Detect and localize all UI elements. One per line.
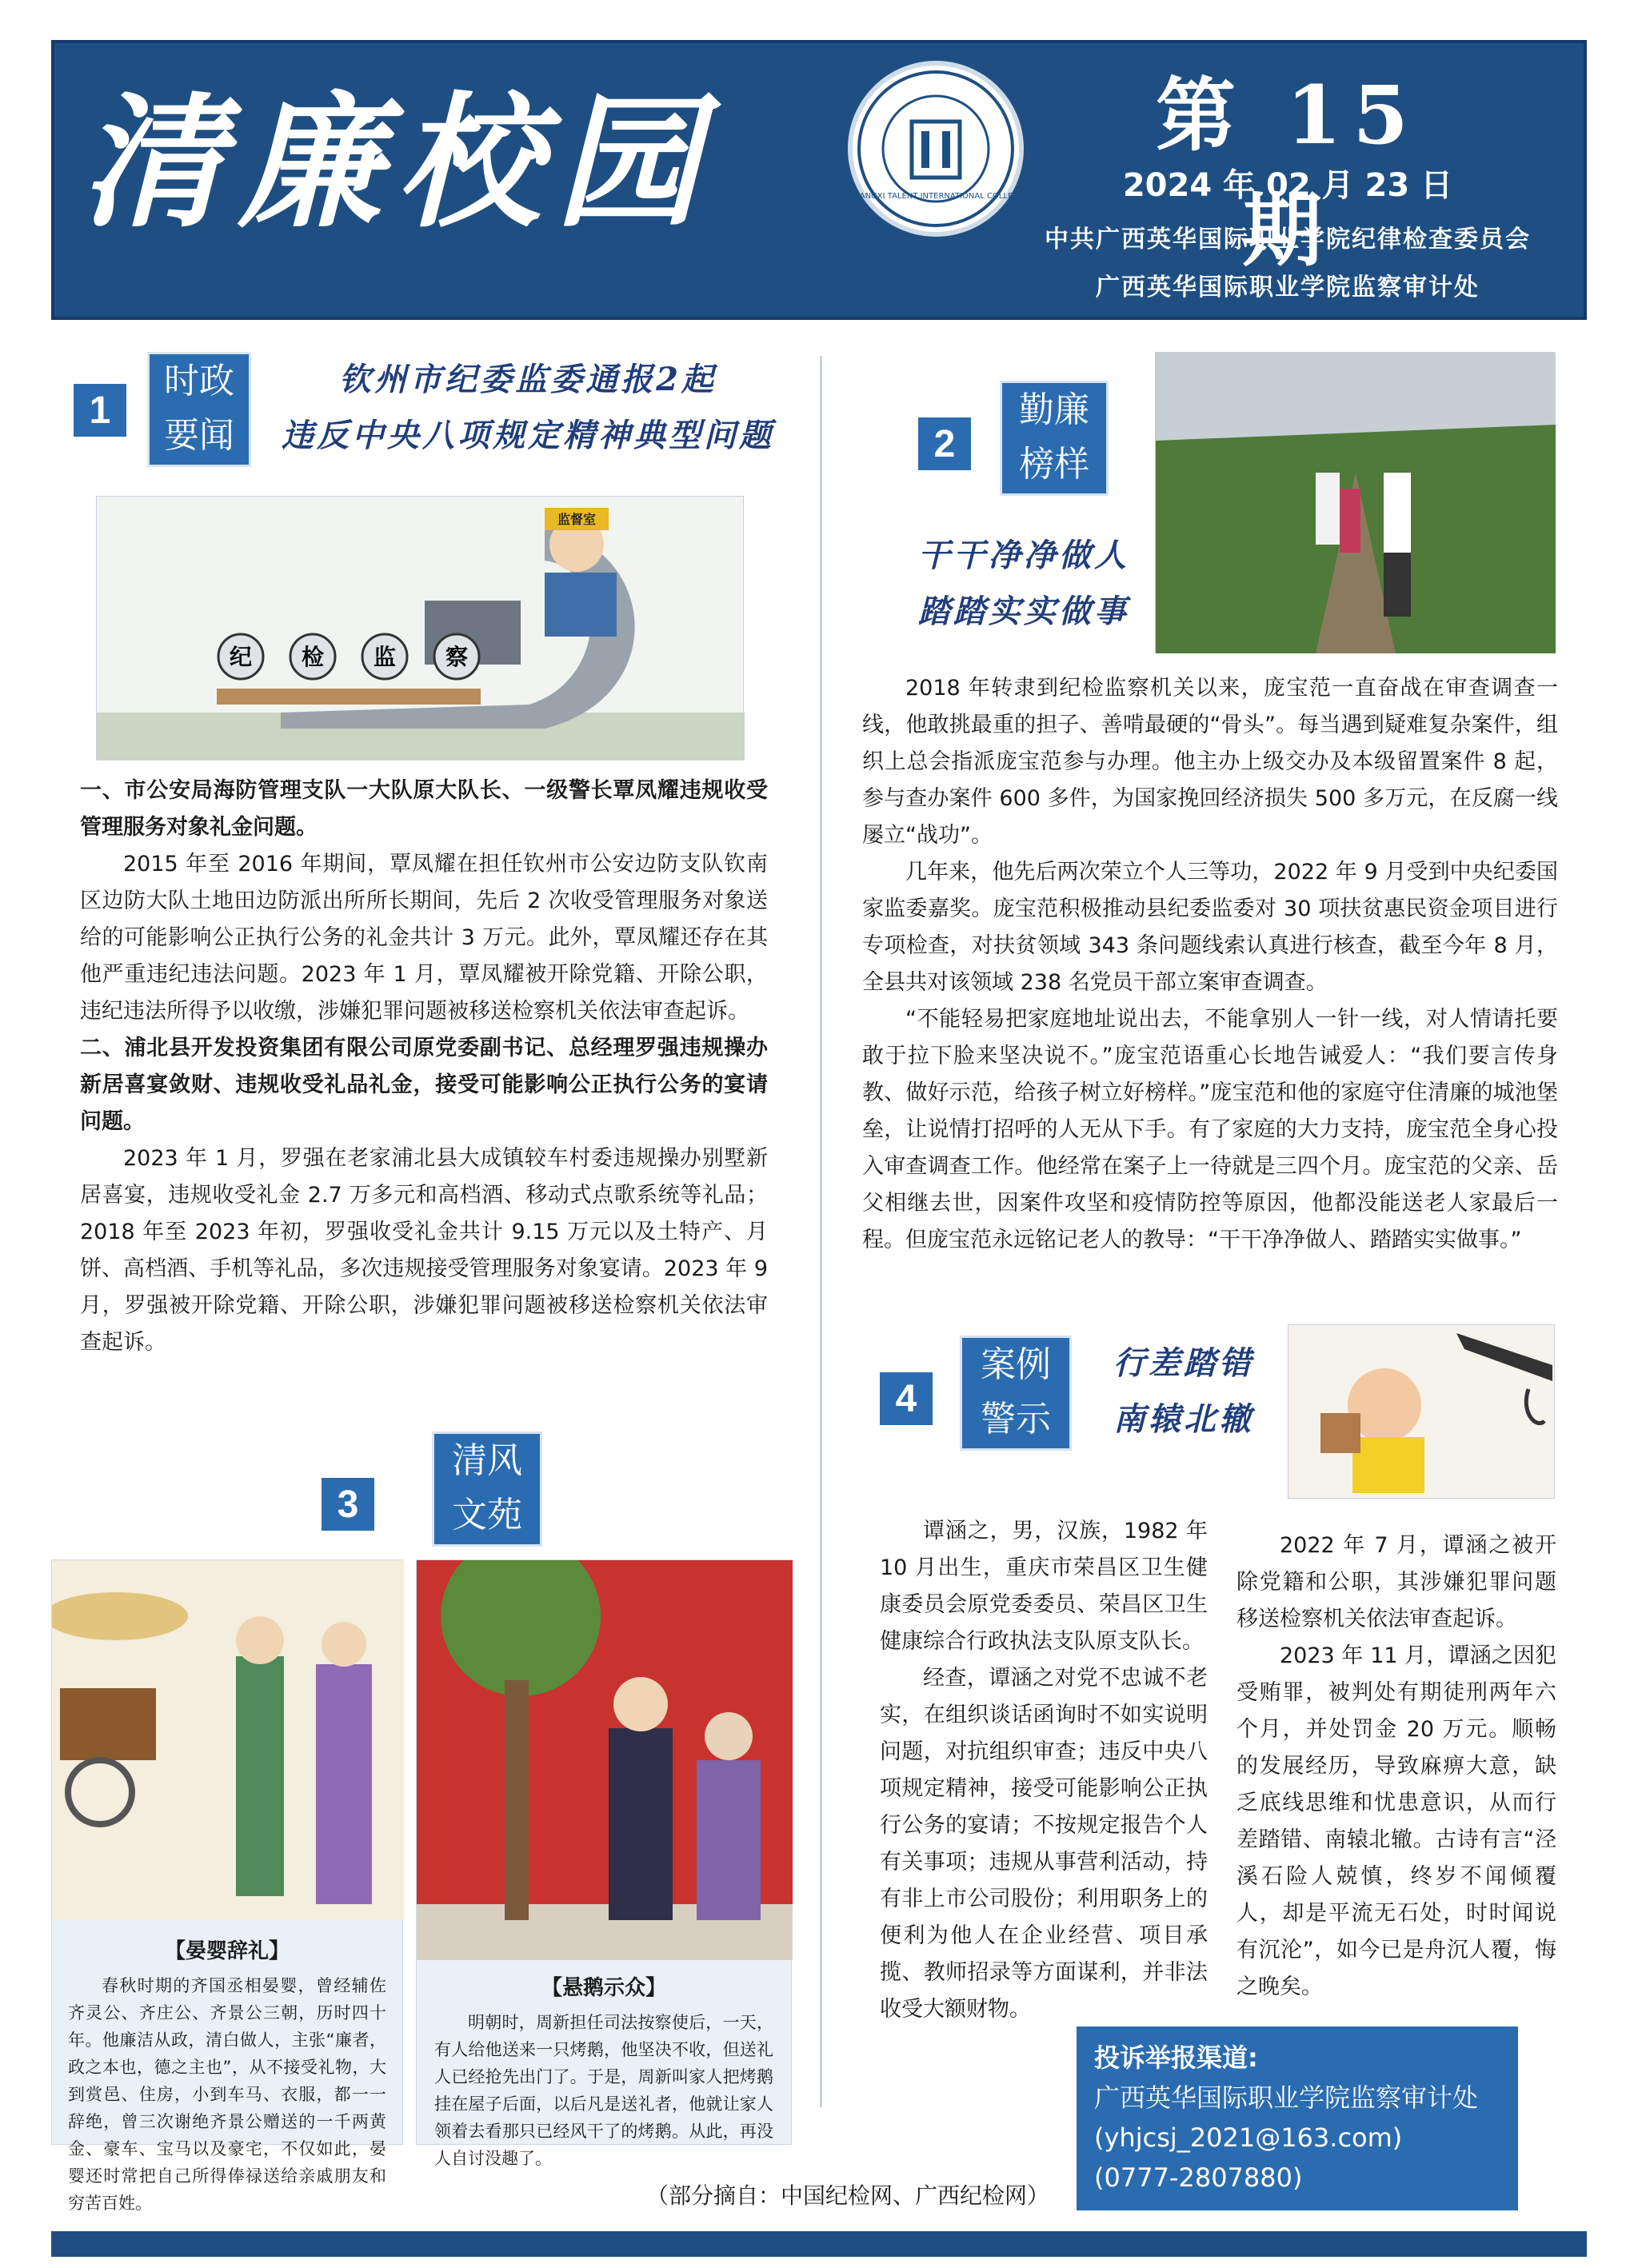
story-2-panel <box>416 1559 792 2168</box>
org-line-1: 中共广西英华国际职业学院纪律检查委员会 <box>1045 226 1531 254</box>
section-1-number: 1 <box>74 384 126 437</box>
section-1-tag-line2: 要闻 <box>164 415 234 456</box>
cartoon-label-4: 察 <box>445 644 469 670</box>
section-2-para-3: “不能轻易把家庭地址说出去，不能拿别人一针一线，对人情请托要敢于拉下脸来坚决说不。”庞宝范语重心长地告诫爱人：“我们要言传身教、做好示范，给孩子树立好榜样。”庞宝范和他的家庭守住清廉的城池堡垒，让说情打招呼的人无从下手。有了家庭的大力支持，庞宝范全身心投入审查调查工作。他经常在案子上一待就是三四个月。庞宝范的父亲、岳父相继去世，因案件攻坚和疫情防控等原因，他都没能送老人家最后一程。但庞宝范永远铭记老人的教导：“干干净净做人、踏踏实实做事。” <box>862 1007 1558 1252</box>
section-4-left-para-2: 经查，谭涵之对党不忠诚不老实，在组织谈话函询时不如实说明问题，对抗组织审查；违反中央八项规定精神，接受可能影响公正执行公务的宴请；不按规定报告个人有关事项；违规从事营利活动，持有非上市公司股份；利用职务上的便利为他人在企业经营、项目承揽、教师招录等方面谋利，并非法收受大额财物。 <box>880 1666 1208 2022</box>
section-4-left-column <box>880 1513 1208 2028</box>
section-4-tag-line2: 警示 <box>981 1399 1051 1439</box>
cartoon-label-1: 纪 <box>229 644 253 670</box>
section-1-case2-heading: 二、浦北县开发投资集团有限公司原党委副书记、总经理罗强违规操办新居喜宴敛财、违规收受礼品礼金，接受可能影响公正执行公务的宴请问题。 <box>80 1036 768 1134</box>
section-2-tag <box>1000 381 1109 496</box>
section-1-case1-heading: 一、市公安局海防管理支队一大队原大队长、一级警长覃凤耀违规收受管理服务对象礼金问题。 <box>80 778 768 840</box>
section-2-para-2: 几年来，他先后两次荣立个人三等功，2022 年 9 月受到中央纪委国家监委嘉奖。庞宝范积极推动县纪委监委对 30 项扶贫惠民资金项目进行专项检查，对扶贫领域 343 条问题线索认真进行核查，截至今年 8 月，全县共对该领域 238 名党员干部立案审查调查。 <box>862 860 1558 995</box>
contact-email[interactable]: (yhjcsj_2021@163.com) <box>1094 2122 1403 2153</box>
photo-illustration <box>1156 353 1556 653</box>
org-line-2: 广西英华国际职业学院监察审计处 <box>1096 274 1480 301</box>
section-4-right-column <box>1236 1527 1556 2006</box>
section-4-headline-line1: 行差踏错 <box>1113 1344 1254 1382</box>
section-4-right-para-1: 2022 年 7 月，谭涵之被开除党籍和公职，其涉嫌犯罪问题移送检察机关依法审查起诉。 <box>1236 1533 1556 1631</box>
section-1-case1-text: 2015 年至 2016 年期间，覃凤耀在担任钦州市公安边防支队钦南区边防大队土地田边防派出所所长期间，先后 2 次收受管理服务对象送给的可能影响公正执行公务的礼金共计 3 万元。此外，覃凤耀还存在其他严重违纪违法问题。2023 年 1 月，覃凤耀被开除党籍、开除公职，违纪违法所得予以收缴，涉嫌犯罪问题被移送检察机关依法审查起诉。 <box>80 852 768 1024</box>
section-2-number: 2 <box>918 417 971 470</box>
section-4-tag-line1: 案例 <box>981 1344 1051 1385</box>
section-4-tag <box>960 1336 1072 1451</box>
section-1-headline-line1: 钦州市纪委监委通报2起 <box>339 361 717 398</box>
section-4-number: 4 <box>880 1372 933 1425</box>
section-1-headline-line2: 违反中央八项规定精神典型问题 <box>282 417 774 454</box>
warning-cartoon <box>1288 1324 1555 1499</box>
cartoon-illustration <box>97 497 745 761</box>
section-4-right-para-2: 2023 年 11 月，谭涵之因犯受贿罪，被判处有期徒刑两年六个月，并处罚金 20 万元。顺畅的发展经历，导致麻痹大意，缺乏底线思维和忧患意识，从而行差踏错、南辕北辙。古诗有言“泾溪石险人兢慎，终岁不闻倾覆人，却是平流无石处，时时闻说有沉沦”，如今已是舟沉人覆，悔之晚矣。 <box>1236 1643 1556 1999</box>
column-divider <box>820 356 822 2107</box>
story-1-text: 春秋时期的齐国丞相晏婴，曾经辅佐齐灵公、齐庄公、齐景公三朝，历时四十年。他廉洁从政，清白做人，主张“廉者，政之本也，德之主也”，从不接受礼物，大到赏邑、住房，小到车马、衣服，都一一辞绝，曾三次谢绝齐景公赠送的一千两黄金、豪车、宝马以及豪宅，不仅如此，晏婴还时常把自己所得俸禄送给亲戚朋友和穷苦百姓。 <box>68 1976 386 2213</box>
story-1-text-block <box>52 1923 402 2228</box>
story-2-text-block <box>417 1963 791 2180</box>
section-2-article <box>862 670 1558 1259</box>
contact-dept: 广西英华国际职业学院监察审计处 <box>1094 2082 1479 2113</box>
source-note: （部分摘自：中国纪检网、广西纪检网） <box>645 2182 1049 2209</box>
contact-phone[interactable]: (0777-2807880) <box>1094 2162 1303 2193</box>
section-3-tag-line1: 清风 <box>452 1440 522 1481</box>
cartoon-cap-label: 监督室 <box>557 512 597 527</box>
section-2-headline-line1: 干干净净做人 <box>918 537 1129 574</box>
cartoon-label-3: 监 <box>373 644 397 670</box>
story-2-title: 【悬鹅示众】 <box>541 1976 666 2000</box>
contact-title: 投诉举报渠道: <box>1094 2042 1258 2073</box>
section-4-headline <box>1096 1336 1272 1447</box>
issue-date: 2024 年 02 月 23 日 <box>1122 167 1453 204</box>
story-2-text: 明朝时，周新担任司法按察使后，一天，有人给他送来一只烤鹅，他坚决不收，但送礼人已经抢先出门了。于是，周新叫家人把烤鹅挂在屋子后面，以后凡是送礼者，他就让家人领着去看那只已经风干了的烤鹅。从此，再没人自讨没趣了。 <box>434 2013 773 2168</box>
farm-photo <box>1155 352 1555 653</box>
section-2-headline <box>904 528 1144 640</box>
issue-number: 第 15 期 <box>1156 68 1420 278</box>
section-1-tag-line1: 时政 <box>164 361 234 401</box>
supervision-cartoon <box>96 496 744 760</box>
section-2-tag-line2: 榜样 <box>1019 444 1089 485</box>
emblem-icon <box>853 66 1019 232</box>
section-2-headline-line2: 踏踏实实做事 <box>918 593 1129 630</box>
section-4-left-para-1: 谭涵之，男，汉族，1982 年 10 月出生，重庆市荣昌区卫生健康委员会原党委委员、荣昌区卫生健康综合行政执法支队原支队长。 <box>880 1519 1208 1654</box>
section-1-headline <box>272 352 784 464</box>
section-3-tag <box>432 1431 542 1547</box>
college-emblem <box>848 61 1024 237</box>
emblem-text: GUANGXI TALENT INTERNATIONAL COLLEGE <box>853 192 1019 201</box>
footer-bar <box>51 2231 1587 2257</box>
section-1-article <box>80 773 768 1361</box>
section-1-tag <box>147 352 251 467</box>
story-2-illustration <box>417 1560 793 1960</box>
section-2-tag-line1: 勤廉 <box>1019 389 1089 430</box>
cartoon-label-2: 检 <box>301 644 325 670</box>
masthead-title: 清廉校园 <box>80 78 714 247</box>
section-3-number: 3 <box>322 1478 374 1531</box>
section-4-headline-line2: 南辕北辙 <box>1113 1400 1254 1438</box>
story-1-illustration <box>52 1560 404 1920</box>
story-1-panel <box>51 1559 403 2213</box>
complaint-contact-box <box>1077 2026 1518 2210</box>
section-1-case2-text: 2023 年 1 月，罗强在老家浦北县大成镇较车村委违规操办别墅新居喜宴，违规收受礼金 2.7 万多元和高档酒、移动式点歌系统等礼品；2018 年至 2023 年初，罗强收受礼金共计 9.15 万元以及土特产、月饼、高档酒、手机等礼品，多次违规接受管理服务对象宴请。2023 年 9 月，罗强被开除党籍、开除公职，涉嫌犯罪问题被移送检察机关依法审查起诉。 <box>80 1146 768 1355</box>
warning-illustration <box>1288 1325 1556 1499</box>
section-3-tag-line2: 文苑 <box>452 1495 522 1535</box>
story-1-title: 【晏婴辞礼】 <box>164 1939 290 1963</box>
section-2-para-1: 2018 年转隶到纪检监察机关以来，庞宝范一直奋战在审查调查一线，他敢挑最重的担子、善啃最硬的“骨头”。每当遇到疑难复杂案件，组织上总会指派庞宝范参与办理。他主办上级交办及本级留置案件 8 起，参与查办案件 600 多件，为国家挽回经济损失 500 多万元，在反腐一线屡立“战功”。 <box>862 676 1558 848</box>
